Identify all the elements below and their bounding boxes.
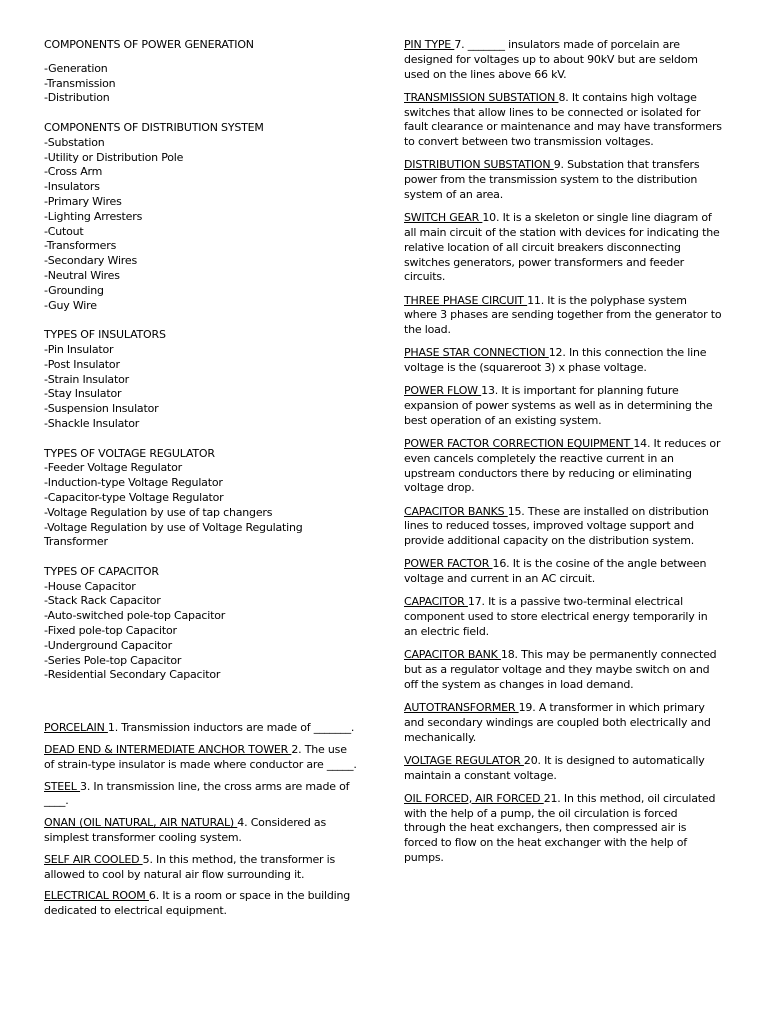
question-text: 3. In transmission line, the cross arms are made of ____. xyxy=(44,779,350,808)
section-power-generation xyxy=(44,38,360,106)
list-item: -Underground Capacitor xyxy=(44,638,172,652)
question-text: 7. _______ insulators made of porcelain are designed for voltages up to about 90kV but are seldom used on the lines above 66 kV. xyxy=(404,38,698,81)
question-item xyxy=(44,889,360,919)
question-item xyxy=(404,505,722,549)
list-item: -Cross Arm xyxy=(44,165,103,179)
list-item: -Lighting Arresters xyxy=(44,209,143,223)
question-text: 21. In this method, oil circulated with the help of a pump, the oil circulation is forced through the heat exchangers, then compressed air is forced to flow on the heat exchanger with the help of pumps. xyxy=(404,791,716,864)
answer-term: TRANSMISSION SUBSTATION xyxy=(404,90,559,104)
answer-term: PIN TYPE xyxy=(404,38,455,51)
list-item: -Neutral Wires xyxy=(44,268,120,282)
list-item: -Voltage Regulation by use of tap changers xyxy=(44,505,273,519)
question-item xyxy=(44,816,360,846)
list-item: -Cutout xyxy=(44,224,84,238)
item-list xyxy=(44,62,360,106)
right-column xyxy=(404,38,722,874)
answer-term: CAPACITOR BANKS xyxy=(404,504,508,518)
question-text: 19. A transformer in which primary and secondary windings are coupled both electrically and mechanically. xyxy=(404,700,711,744)
question-text: 8. It contains high voltage switches that allow lines to be connected or isolated for fault clearance or maintenance and may have transformers to convert between two transmission voltages. xyxy=(404,90,722,149)
list-item: -Residential Secondary Capacitor xyxy=(44,668,221,682)
question-item xyxy=(404,346,722,376)
question-text: 16. It is the cosine of the angle between voltage and current in an AC circuit. xyxy=(404,557,707,586)
section-distribution-system xyxy=(44,121,360,313)
list-item: -Secondary Wires xyxy=(44,254,137,268)
answer-term: AUTOTRANSFORMER xyxy=(404,700,519,714)
list-item: -Grounding xyxy=(44,283,104,297)
answer-term: ELECTRICAL ROOM xyxy=(44,889,149,903)
section-heading: TYPES OF INSULATORS xyxy=(44,328,166,342)
question-item xyxy=(404,294,722,338)
question-text: 14. It reduces or even cancels completely the reactive current in an upstream conductors there by reducing or eliminating voltage drop. xyxy=(404,437,721,495)
question-text: 2. The use of strain-type insulator is made where conductor are _____. xyxy=(44,743,357,771)
answer-term: SWITCH GEAR xyxy=(404,211,483,225)
question-item xyxy=(404,557,722,587)
question-item xyxy=(44,743,360,773)
list-item: -Series Pole-top Capacitor xyxy=(44,653,182,667)
answer-term: OIL FORCED, AIR FORCED xyxy=(404,791,544,805)
answer-term: PHASE STAR CONNECTION xyxy=(404,346,549,360)
item-list xyxy=(44,461,360,550)
list-item: -Distribution xyxy=(44,91,110,105)
answer-term: DEAD END & INTERMEDIATE ANCHOR TOWER xyxy=(44,743,292,757)
item-list xyxy=(44,136,360,314)
answer-term: PORCELAIN xyxy=(44,721,108,735)
question-text: 12. In this connection the line voltage is the (squareroot 3) x phase voltage. xyxy=(404,346,707,375)
section-capacitor-types xyxy=(44,565,360,683)
question-text: 5. In this method, the transformer is allowed to cool by natural air flow surrounding it. xyxy=(44,852,336,881)
question-item xyxy=(404,38,722,82)
answer-term: POWER FACTOR xyxy=(404,557,493,571)
list-item: -Post Insulator xyxy=(44,357,120,371)
list-item: -Substation xyxy=(44,135,105,149)
question-text: 18. This may be permanently connected but as a regulator voltage and they maybe switch on and off the system as changes in load demand. xyxy=(404,648,717,691)
list-item: -Utility or Distribution Pole xyxy=(44,150,184,164)
question-text: 17. It is a passive two-terminal electrical component used to store electrical energy temporarily in an electric field. xyxy=(404,595,708,638)
answer-term: SELF AIR COOLED xyxy=(44,852,143,866)
answer-term: DISTRIBUTION SUBSTATION xyxy=(404,158,554,172)
item-list xyxy=(44,343,360,432)
section-heading: COMPONENTS OF POWER GENERATION xyxy=(44,38,254,51)
answer-term: STEEL xyxy=(44,779,81,793)
list-item: -Guy Wire xyxy=(44,298,97,312)
question-item xyxy=(404,701,722,745)
list-item: -Primary Wires xyxy=(44,194,122,208)
question-item xyxy=(404,754,722,784)
list-item: -Shackle Insulator xyxy=(44,416,140,430)
list-item: -Induction-type Voltage Regulator xyxy=(44,476,223,490)
question-item xyxy=(44,721,360,736)
list-item: -Strain Insulator xyxy=(44,372,129,386)
answer-term: THREE PHASE CIRCUIT xyxy=(404,293,528,307)
answer-term: CAPACITOR BANK xyxy=(404,648,501,662)
section-voltage-regulator-types xyxy=(44,447,360,551)
question-item xyxy=(404,595,722,639)
answer-term: VOLTAGE REGULATOR xyxy=(404,753,524,767)
question-text: 20. It is designed to automatically maintain a constant voltage. xyxy=(404,753,705,782)
question-item xyxy=(44,853,360,883)
list-item: -Pin Insulator xyxy=(44,342,114,356)
section-heading: COMPONENTS OF DISTRIBUTION SYSTEM xyxy=(44,120,264,134)
list-item: -Transmission xyxy=(44,76,116,90)
question-item xyxy=(44,780,360,810)
answer-term: POWER FACTOR CORRECTION EQUIPMENT xyxy=(404,437,634,451)
list-item: -Transformers xyxy=(44,239,117,253)
question-item xyxy=(404,648,722,692)
left-column xyxy=(44,38,360,926)
question-text: 4. Considered as simplest transformer cooling system. xyxy=(44,816,327,845)
question-item xyxy=(404,211,722,285)
question-item xyxy=(404,437,722,496)
list-item: -Insulators xyxy=(44,180,100,194)
section-heading: TYPES OF CAPACITOR xyxy=(44,564,159,578)
question-text: 1. Transmission inductors are made of _______. xyxy=(107,721,355,735)
list-item: -Stack Rack Capacitor xyxy=(44,594,161,608)
question-list-left xyxy=(44,721,360,919)
question-item xyxy=(404,384,722,428)
question-text: 11. It is the polyphase system where 3 phases are sending together from the generator to the load. xyxy=(404,293,722,337)
section-heading: TYPES OF VOLTAGE REGULATOR xyxy=(44,446,215,460)
section-insulator-types xyxy=(44,328,360,432)
answer-term: ONAN (OIL NATURAL, AIR NATURAL) xyxy=(44,816,238,830)
question-text: 6. It is a room or space in the building dedicated to electrical equipment. xyxy=(44,889,351,918)
list-item: -House Capacitor xyxy=(44,579,136,593)
list-item: -Suspension Insulator xyxy=(44,402,159,416)
list-item: -Stay Insulator xyxy=(44,387,122,401)
answer-term: POWER FLOW xyxy=(404,384,482,398)
question-text: 15. These are installed on distribution lines to reduced tosses, improved voltage support and provide additional capacity on the distribution system. xyxy=(404,504,709,548)
answer-term: CAPACITOR xyxy=(404,595,468,609)
list-item: -Voltage Regulation by use of Voltage Regulating Transformer xyxy=(44,520,303,549)
question-item xyxy=(404,91,722,150)
question-text: 13. It is important for planning future expansion of power systems as well as in determining the best operation of an existing system. xyxy=(404,384,713,427)
list-item: -Feeder Voltage Regulator xyxy=(44,461,182,475)
question-item xyxy=(404,158,722,202)
question-item xyxy=(404,792,722,866)
question-text: 9. Substation that transfers power from the transmission system to the distribution system of an area. xyxy=(404,158,700,201)
list-item: -Fixed pole-top Capacitor xyxy=(44,624,177,638)
question-text: 10. It is a skeleton or single line diagram of all main circuit of the station with devices for indicating the relative location of all circuit breakers disconnecting switches generators, power transformers and feeder circuits. xyxy=(404,211,720,284)
list-item: -Generation xyxy=(44,61,108,75)
list-item: -Capacitor-type Voltage Regulator xyxy=(44,490,224,504)
item-list xyxy=(44,580,360,684)
list-item: -Auto-switched pole-top Capacitor xyxy=(44,609,226,623)
